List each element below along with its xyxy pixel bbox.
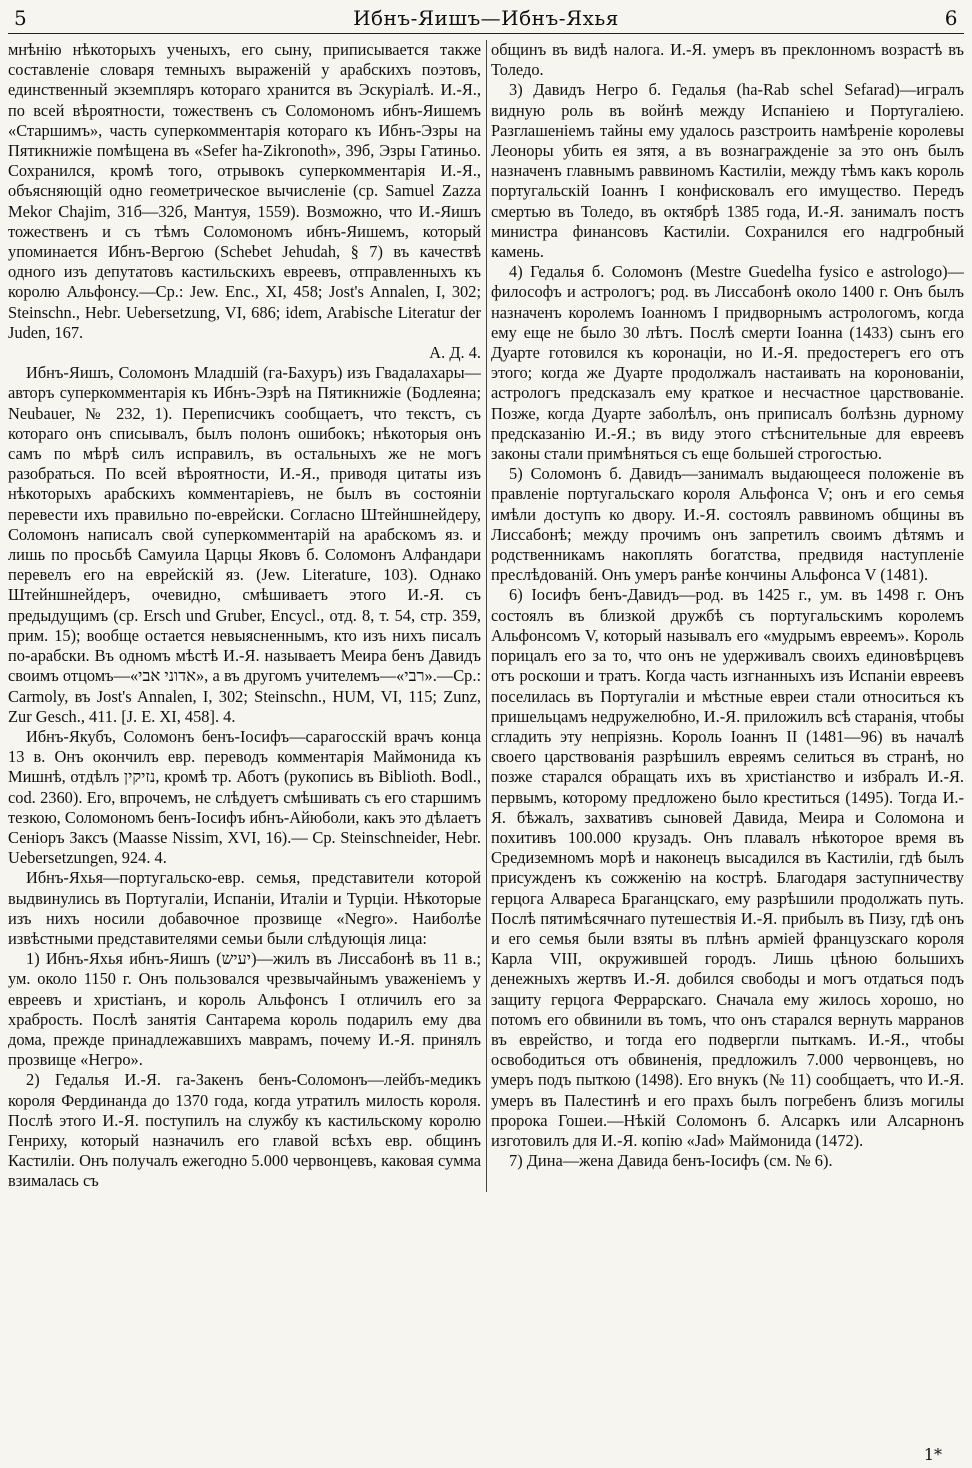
paragraph: 1) Ибнъ-Яхья ибнъ-Яишъ (יעיש)—жилъ въ Лиссабонѣ въ 11 в.; ум. около 1150 г. Онъ пользовался чрезвычайнымъ уваженіемъ у евреевъ и христіанъ, и король Альфонсъ I отличилъ его за храбрость. Послѣ занятія Сантарема король подарилъ ему два дома, прежде принадлежавшихъ маврамъ, почему И.-Я. принялъ прозвище «Негро». bbox=[8, 949, 481, 1070]
paragraph: 4) Гедалья б. Соломонъ (Mestre Guedelha fysico e astrologo)—философъ и астрологъ; род. въ Лиссабонѣ около 1400 г. Онъ былъ назначенъ королемъ Іоанномъ I придворнымъ астрологомъ, когда ему еще не было 30 лѣтъ. Послѣ смерти Іоанна (1433) сынъ его Дуарте готовился къ коронаціи, но И.-Я. предостерегъ его отъ этого; когда же Дуарте продолжалъ настаивать на коронованіи, астрологъ предсказалъ ему краткое и несчастное царствованіе. Позже, когда Дуарте заболѣлъ, онъ приписалъ болѣзнь дурному предсказанію И.-Я.; въ виду этого стѣснительные для евреевъ законы стали примѣняться съ еще большей строгостью. bbox=[491, 262, 964, 464]
left-column bbox=[8, 40, 481, 1192]
article-ibn-yakub: Ибнъ-Якубъ, Соломонъ бенъ-Іосифъ—сарагосскій врачъ конца 13 в. Онъ окончилъ евр. переводъ комментарія Маймонида къ Мишнѣ, отдѣлъ נזיקין, кромѣ тр. Аботъ (рукопись въ Biblioth. Bodl., cod. 2360). Его, впрочемъ, не слѣдуетъ смѣшивать съ его старшимъ тезкою, Соломономъ бенъ-Іосифъ ибнъ-Айюболи, какъ это дѣлаетъ Сеніоръ Заксъ (Maasse Nissim, XVI, 16).— Ср. Steinschneider, Hebr. Uebersetzungen, 924. 4. bbox=[8, 726, 481, 868]
paragraph: 6) Іосифъ бенъ-Давидъ—род. въ 1425 г., ум. въ 1498 г. Онъ состоялъ въ близкой дружбѣ съ португальскимъ королемъ Альфонсомъ V, который называлъ его «мудрымъ евреемъ». Король порицалъ его за то, что онъ не удерживалъ своихъ единовѣрцевъ отъ роскоши и тратъ. Когда часть изгнанныхъ изъ Испаніи евреевъ поселилась въ Португаліи и мѣстные евреи стали относиться къ пришельцамъ недружелюбно, И.-Я. приложилъ всѣ старанія, чтобы сгладить эту непріязнь. Король Іоаннъ II (1481—96) въ началѣ своего царствованія разрѣшилъ евреямъ селиться въ странѣ, но позже старался обращать ихъ въ христіанство и избралъ И.-Я. первымъ, которому предложено было креститься (1495). Тогда И.-Я. бѣжалъ, захвативъ сыновей Давида, Меира и Соломона и похитивъ 100.000 крузадъ. Онъ плавалъ нѣкоторое время въ Средиземномъ морѣ и наконецъ высадился въ Кастиліи, гдѣ былъ присужденъ къ сожженію на кострѣ. Благодаря заступничеству герцога Алвареса Браганцскаго, ему разрѣшили продолжать путь. Послѣ пятимѣсячнаго путешествія И.-Я. прибылъ въ Пизу, гдѣ онъ и его семья были взяты въ плѣнъ арміей французскаго короля Карла VIII, окружившей городъ. Лишь цѣною большихъ денежныхъ жертвъ И.-Я. добился свободы и могъ отдаться подъ защиту герцога Феррарскаго. Сначала ему жилось хорошо, но потомъ его обвинили въ томъ, что онъ старался вернуть марранов въ еврейство, и тогда его подвергли пыткамъ. И.-Я., чтобы освободиться отъ обвиненія, предложилъ 7.000 червонцевъ, но умеръ подъ пыткою (1498). Его внукъ (№ 11) сообщаетъ, что И.-Я. умеръ въ Палестинѣ и его прахъ былъ погребенъ близъ могилы пророка Гошеи.—Нѣкій Соломонъ б. Алсаркъ или Алсарнонъ изготовилъ для И.-Я. копію «Jad» Маймонида (1472). bbox=[491, 585, 964, 1150]
paragraph: 2) Гедалья И.-Я. га-Закенъ бенъ-Соломонъ—лейбъ-медикъ короля Фердинанда до 1370 года, когда утратилъ милость короля. Послѣ этого И.-Я. поступилъ на службу къ кастильскому королю Генриху, который назначилъ его главой всѣхъ евр. общинъ Кастиліи. Онъ получалъ ежегодно 5.000 червонцевъ, каковая сумма взималась съ bbox=[8, 1070, 481, 1191]
article-ibn-yahya: Ибнъ-Яхья—португальско-евр. семья, представители которой выдвинулись въ Португаліи, Испаніи, Италіи и Турціи. Нѣкоторые изъ нихъ носили добавочное прозвище «Negro». Наиболѣе извѣстными представителями семьи были слѣдующія лица: bbox=[8, 868, 481, 948]
running-header bbox=[8, 6, 964, 34]
right-page-number: 6 bbox=[944, 6, 958, 30]
running-title: Ибнъ-Яишъ—Ибнъ-Яхья bbox=[353, 6, 619, 30]
signature-mark: 1* bbox=[923, 1445, 942, 1464]
author-signature: А. Д. 4. bbox=[429, 343, 481, 363]
two-column-body bbox=[8, 40, 964, 1192]
paragraph: общинъ въ видѣ налога. И.-Я. умеръ въ преклонномъ возрастѣ въ Толедо. bbox=[491, 40, 964, 80]
paragraph: 5) Соломонъ б. Давидъ—занималъ выдающееся положеніе въ правленіе португальскаго короля Альфонса V; онъ и его семья имѣли доступъ ко двору. И.-Я. состоялъ раввиномъ общины въ Лиссабонѣ; между прочимъ онъ запретилъ своимъ дѣтямъ и родственникамъ накоплять богатства, предвидя наступленіе преслѣдованій. Онъ умеръ ранѣе кончины Альфонса V (1481). bbox=[491, 464, 964, 585]
paragraph: 3) Давидъ Негро б. Гедалья (ha-Rab schel Sefarad)—игралъ видную роль въ войнѣ между Испаніею и Португаліею. Разглашеніемъ тайны ему удалось разстроить намѣреніе королевы Леоноры убить ея зятя, а въ вознагражденіе за это онъ былъ назначенъ главнымъ раввиномъ Кастиліи, между тѣмъ какъ король португальскій Іоаннъ I конфисковалъ его имущество. Передъ смертью въ Толедо, въ октябрѣ 1385 года, И.-Я. занималъ постъ министра финансовъ Кастиліи. Сохранился его надгробный камень. bbox=[491, 80, 964, 262]
left-page-number: 5 bbox=[14, 6, 28, 30]
article-ibn-yaish-younger: Ибнъ-Яишъ, Соломонъ Младшій (га-Бахуръ) изъ Гвадалахары—авторъ суперкомментарія къ Ибнъ-Эзрѣ на Пятикнижіе (Бодлеяна; Neubauer, № 232, 1). Переписчикъ сообщаетъ, что текстъ, съ котораго онъ списывалъ, былъ полонъ ошибокъ; нѣкоторыя онъ самъ по мѣрѣ силъ исправилъ, въ остальныхъ же не могъ разобраться. По всей вѣроятности, И.-Я., приводя цитаты изъ нѣкоторыхъ арабскихъ комментаріевъ, не былъ въ состояніи перевести ихъ правильно по-еврейски. Согласно Штейншнейдеру, Соломонъ написалъ свой суперкомментарій на арабскомъ яз. и лишь по просьбѣ Самуила Царцы Яковъ б. Соломонъ Алфандари перевелъ его на еврейскій яз. (Jew. Literature, 103). Однако Штейншнейдеръ, очевидно, смѣшиваетъ этого И.-Я. съ предыдущимъ (ср. Ersch und Gruber, Encycl., отд. 8, т. 54, стр. 359, прим. 15); вообще остается невыясненнымъ, кто изъ нихъ писалъ по-арабски. Въ одномъ мѣстѣ И.-Я. называетъ Меира бенъ Давидъ своимъ отцомъ—«אדוני אבי», а въ другомъ учителемъ—«רבי».—Ср.: Carmoly, въ Jost's Annalen, I, 302; Steinschn., HUM, VI, 115; Zunz, Zur Gesch., 411. [J. E. XI, 458]. 4. bbox=[8, 363, 481, 726]
right-column bbox=[491, 40, 964, 1192]
paragraph: мнѣнію нѣкоторыхъ ученыхъ, его сыну, приписывается также составленіе словаря темныхъ выраженій у арабскихъ поэтовъ, единственный экземпляръ котораго хранится въ Эскуріалѣ. И.-Я., по всей вѣроятности, тожественъ съ Соломономъ ибнъ-Яишемъ «Старшимъ», часть суперкомментарія котораго къ Ибнъ-Эзры на Пятикнижіе помѣщена въ «Sefer ha-Zikronoth», 39б, Эзры Гатиньо. Сохранился, кромѣ того, отрывокъ суперкомментарія И.-Я., объясняющій одно геометрическое вычисленіе (ср. Samuel Zazza Mekor Chajim, 31б—32б, Мантуя, 1559). Возможно, что И.-Яишъ тожественъ и съ тѣмъ Соломономъ ибнъ-Яишемъ, который упоминается Ибнъ-Вергою (Schebet Jehudah, § 7) въ качествѣ одного изъ депутатовъ кастильскихъ евреевъ, отправленныхъ къ королю Альфонсу.—Ср.: Jew. Enc., XI, 458; Jost's Annalen, I, 302; Steinschn., Hebr. Uebersetzung, VI, 686; idem, Arabische Literatur der Juden, 167. bbox=[8, 40, 481, 342]
paragraph: 7) Дина—жена Давида бенъ-Іосифъ (см. № 6). bbox=[509, 1151, 833, 1171]
